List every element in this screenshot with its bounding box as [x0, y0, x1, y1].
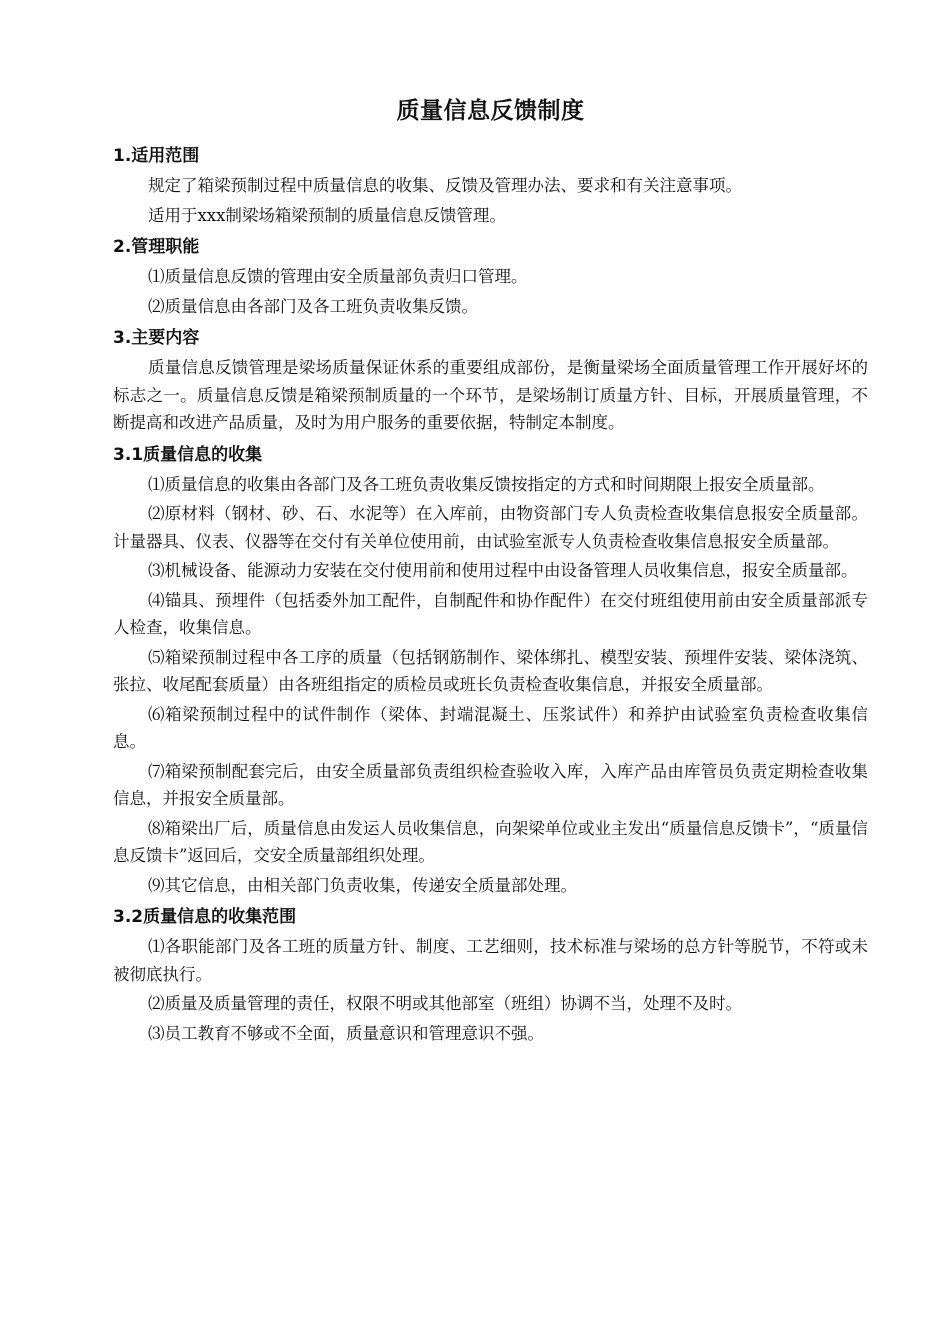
paragraph: 规定了箱梁预制过程中质量信息的收集、反馈及管理办法、要求和有关注意事项。 [148, 176, 742, 195]
paragraph: ⑻箱梁出厂后，质量信息由发运人员收集信息，向架梁单位或业主发出“质量信息反馈卡”，“质量信息反馈卡”返回后，交安全质量部组织处理。 [113, 818, 868, 865]
paragraph: ⑵质量及质量管理的责任，权限不明或其他部室（班组）协调不当，处理不及时。 [148, 994, 742, 1013]
paragraph: 适用于xxx制梁场箱梁预制的质量信息反馈管理。 [148, 205, 506, 225]
paragraph: ⑸箱梁预制过程中各工序的质量（包括钢筋制作、梁体绑扎、模型安装、预埋件安装、梁体浇筑、张拉、收尾配套质量）由各班组指定的质检员或班长负责检查收集信息，并报安全质量部。 [113, 647, 868, 694]
section-main-content [113, 326, 868, 437]
paragraph: ⑶员工教育不够或不全面，质量意识和管理意识不强。 [148, 1023, 544, 1043]
section-heading: 1.适用范围 [113, 146, 200, 166]
paragraph: ⑵质量信息由各部门及各工班负责收集反馈。 [148, 296, 478, 316]
paragraph: 质量信息反馈管理是梁场质量保证休系的重要组成部份，是衡量梁场全面质量管理工作开展好坏的标志之一。质量信息反馈是箱梁预制质量的一个环节，是梁场制订质量方针、目标，开展质量管理，不断提高和改进产品质量，及时为用户服务的重要依据，特制定本制度。 [113, 358, 868, 432]
section-collection [113, 443, 868, 900]
paragraph: ⑹箱梁预制过程中的试件制作（梁体、封端混凝土、压浆试件）和养护由试验室负责检查收集信息。 [113, 704, 868, 751]
paragraph: ⑼其它信息，由相关部门负责收集，传递安全质量部处理。 [148, 875, 577, 895]
paragraph: ⑴质量信息反馈的管理由安全质量部负责归口管理。 [148, 267, 528, 286]
paragraph: ⑷锚具、预埋件（包括委外加工配件，自制配件和协作配件）在交付班组使用前由安全质量部派专人检查，收集信息。 [113, 590, 868, 637]
section-heading: 2.管理职能 [113, 237, 200, 257]
section-heading: 3.2质量信息的收集范围 [113, 907, 297, 927]
paragraph: ⑵原材料（钢材、砂、石、水泥等）在入库前，由物资部门专人负责检查收集信息报安全质量部。计量器具、仪表、仪器等在交付有关单位使用前，由试验室派专人负责检查收集信息报安全质量部。 [113, 504, 868, 551]
paragraph: ⑶机械设备、能源动力安装在交付使用前和使用过程中由设备管理人员收集信息，报安全质量部。 [148, 561, 858, 580]
section-heading: 3.主要内容 [113, 328, 200, 348]
section-management [113, 235, 868, 320]
paragraph: ⑺箱梁预制配套完后，由安全质量部负责组织检查验收入库，入库产品由库管员负责定期检查收集信息，并报安全质量部。 [113, 761, 868, 808]
document-page [113, 96, 868, 1049]
paragraph: ⑴质量信息的收集由各部门及各工班负责收集反馈按指定的方式和时间期限上报安全质量部。 [148, 474, 825, 494]
section-heading: 3.1质量信息的收集 [113, 444, 263, 465]
document-title: 质量信息反馈制度 [396, 98, 585, 124]
section-scope [113, 144, 868, 229]
paragraph: ⑴各职能部门及各工班的质量方针、制度、工艺细则，技术标准与梁场的总方针等脱节，不符或未被彻底执行。 [113, 937, 868, 984]
section-collection-scope [113, 905, 868, 1047]
